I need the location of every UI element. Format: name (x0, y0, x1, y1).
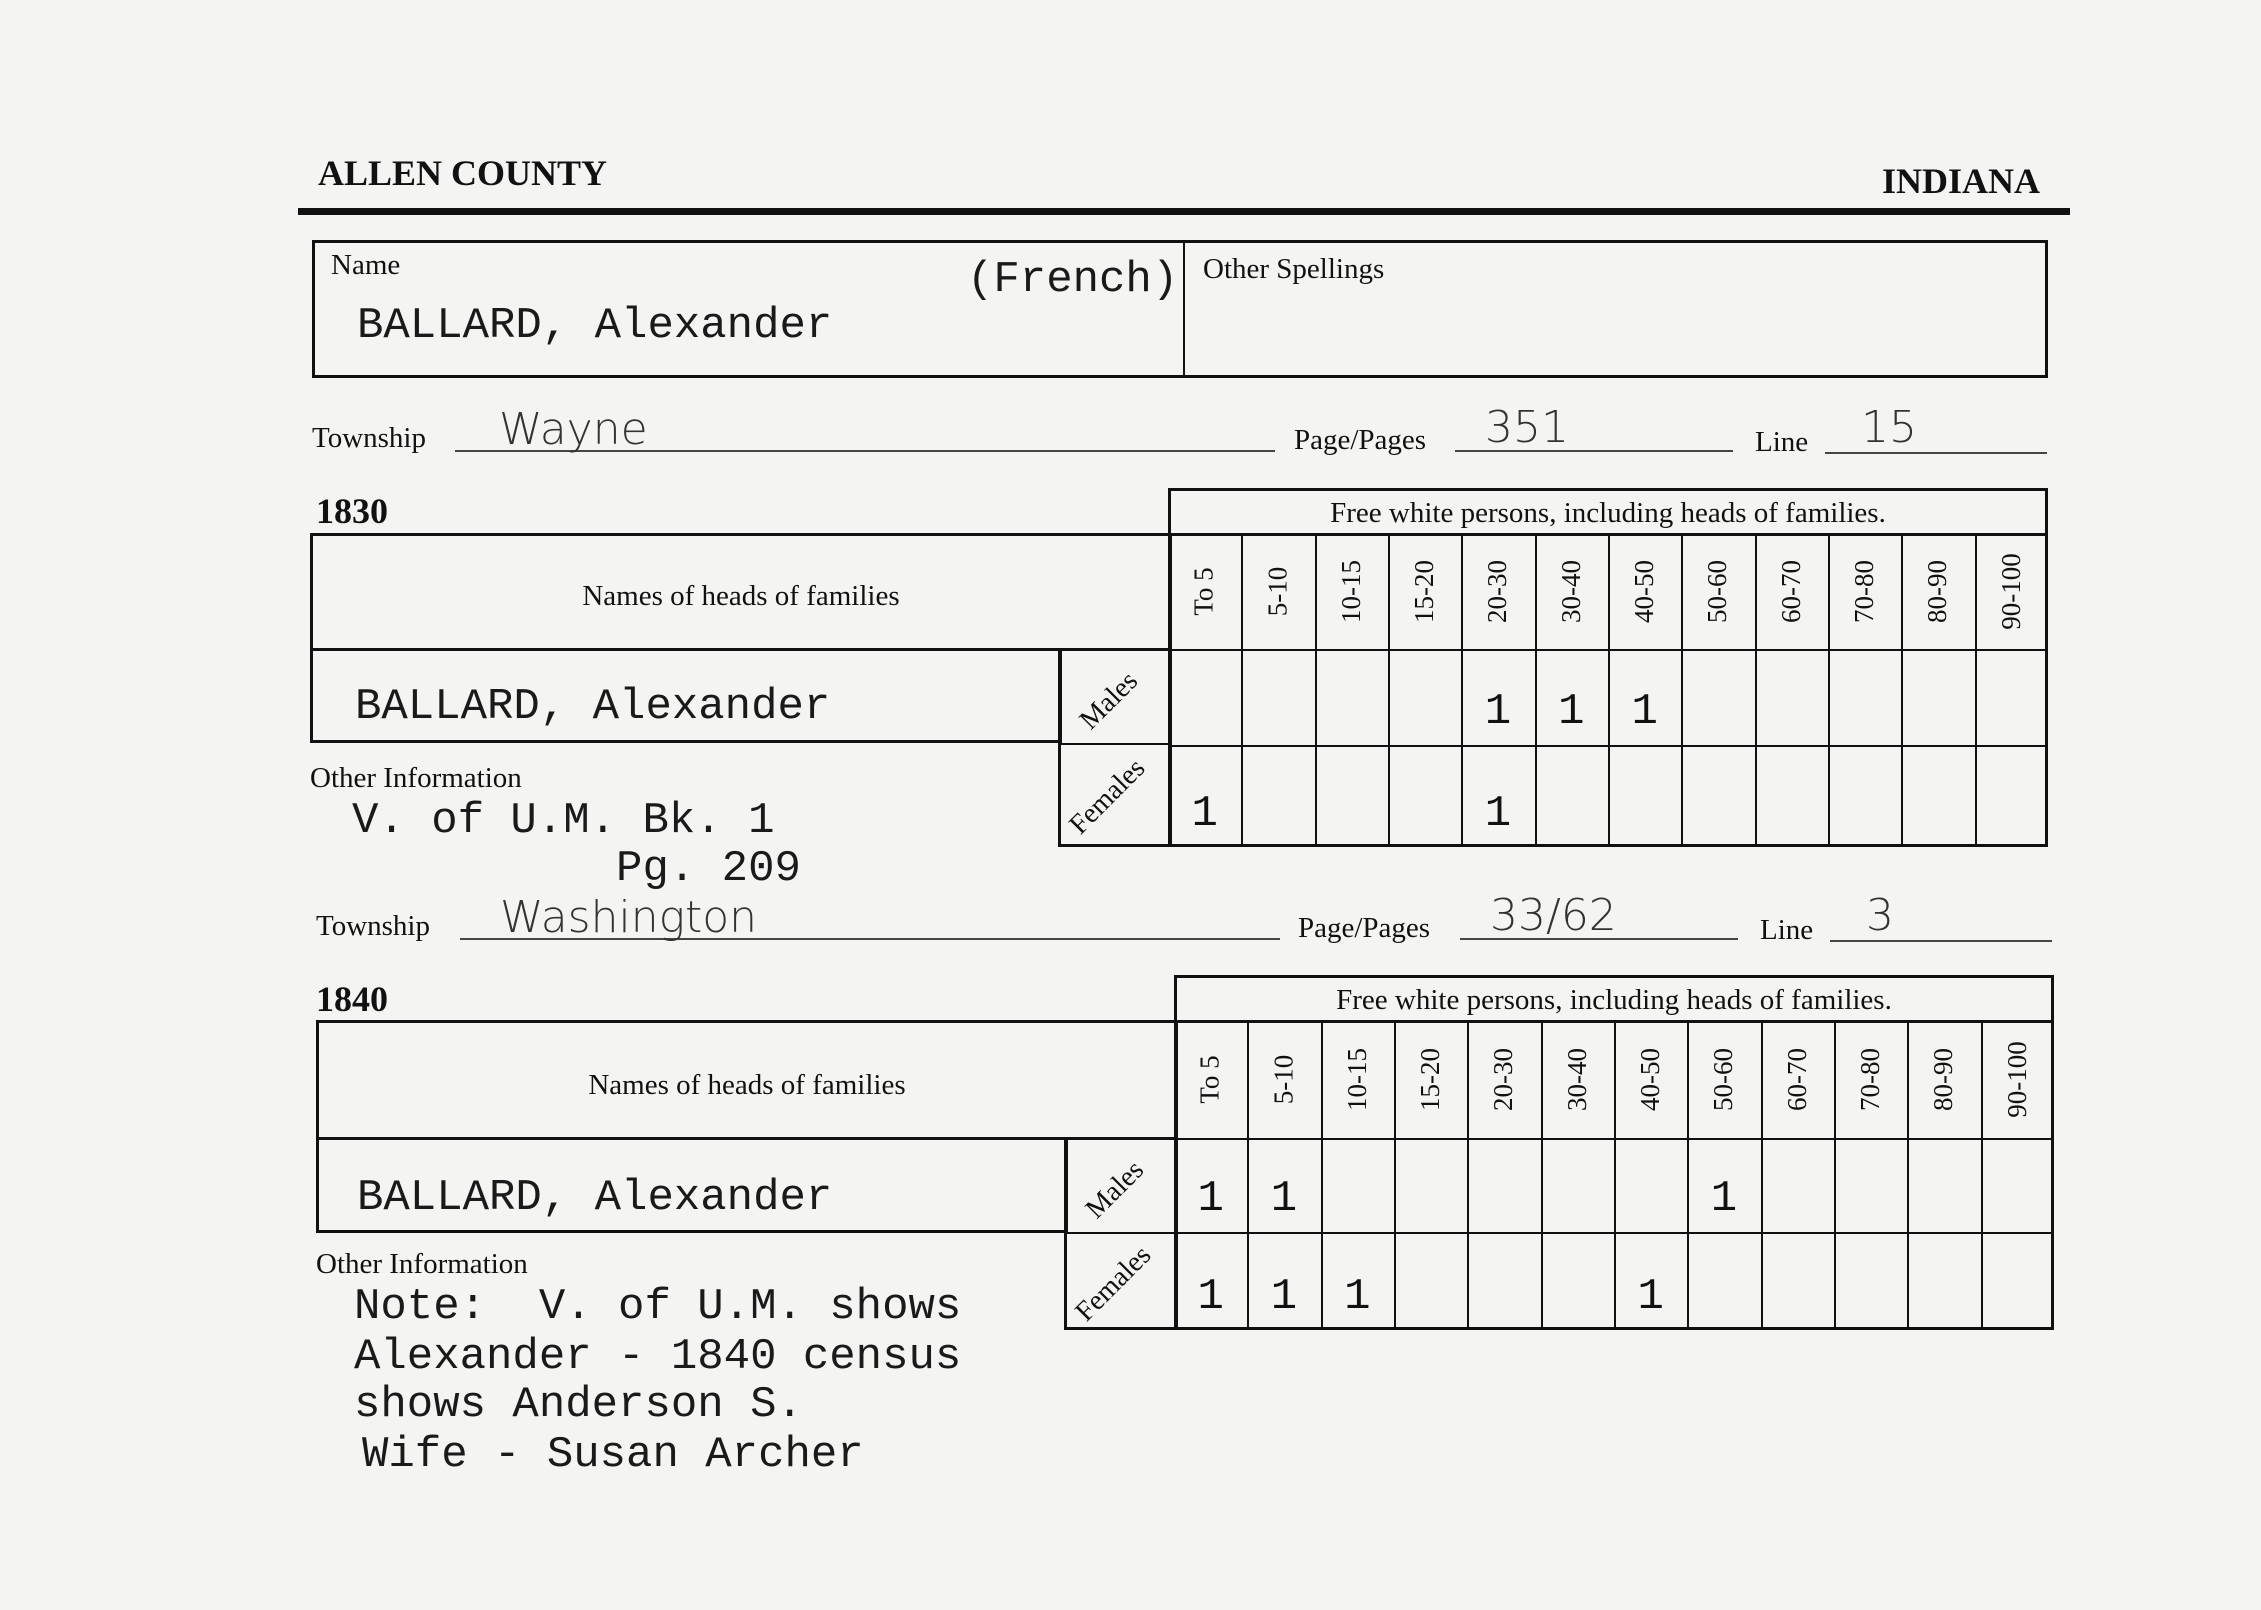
male-count: 1 (1197, 1174, 1224, 1224)
line-line-1840 (1830, 890, 2052, 942)
age-column-header: 50-60 (1702, 559, 1733, 623)
age-row-divider (1174, 1138, 2054, 1140)
line-value-1840: 3 (1866, 890, 1894, 941)
age-column-header: To 5 (1195, 1054, 1226, 1104)
township-value-1830: Wayne (499, 404, 648, 455)
age-column-header: 50-60 (1708, 1047, 1739, 1111)
age-column-header: 20-30 (1488, 1047, 1519, 1111)
other-info-line4-1840: Wife - Susan Archer (362, 1430, 864, 1480)
age-column-header: 5-10 (1268, 1054, 1299, 1104)
male-count: 1 (1558, 687, 1585, 737)
free-white-header-1830 (1168, 488, 2048, 536)
head-name-cell-1830 (310, 648, 1062, 743)
year-1840: 1840 (316, 979, 388, 1019)
page-value-1840: 33/62 (1490, 890, 1617, 941)
age-column-header: 40-50 (1629, 559, 1660, 623)
other-info-line1-1830: V. of U.M. Bk. 1 (352, 796, 775, 846)
female-count: 1 (1637, 1272, 1664, 1322)
age-column-header: 30-40 (1555, 559, 1586, 623)
page-label-1830: Page/Pages (1294, 424, 1427, 456)
age-column-header: 40-50 (1635, 1047, 1666, 1111)
age-column-header: 60-70 (1781, 1047, 1812, 1111)
page-value-1830: 351 (1485, 402, 1569, 453)
males-label-1830: Males (1073, 665, 1145, 736)
township-line-1840 (460, 892, 1280, 943)
name-divider (1183, 243, 1185, 375)
age-row-divider (1168, 649, 2048, 651)
age-column-header: 15-20 (1409, 559, 1440, 623)
township-value-1840: Washington (500, 892, 758, 943)
line-label-1830: Line (1755, 426, 1809, 458)
page-line-1830 (1455, 402, 1733, 453)
line-label-1840: Line (1760, 914, 1814, 946)
names-heads-label-1840: Names of heads of families (588, 1069, 906, 1101)
year-1830: 1830 (316, 491, 388, 531)
other-info-label-1830: Other Information (310, 762, 522, 794)
age-column-header: 70-80 (1855, 1047, 1886, 1111)
age-column-header: 80-90 (1922, 559, 1953, 623)
name-label: Name (331, 249, 401, 281)
page-label-1840: Page/Pages (1298, 912, 1431, 944)
female-count: 1 (1344, 1272, 1371, 1322)
age-column-header: To 5 (1189, 566, 1220, 616)
age-column-header: 80-90 (1928, 1047, 1959, 1111)
page-line-1840 (1460, 890, 1738, 941)
age-column-header: 5-10 (1262, 566, 1293, 616)
township-label-1840: Township (316, 910, 430, 942)
name-value: BALLARD, Alexander (357, 301, 833, 351)
name-box (312, 240, 2048, 378)
age-column-header: 10-15 (1335, 559, 1366, 623)
age-row-divider (1168, 745, 2048, 747)
other-info-line1-1840: Note: V. of U.M. shows (354, 1282, 962, 1332)
other-info-label-1840: Other Information (316, 1248, 528, 1280)
header-rule (298, 208, 2070, 215)
female-count: 1 (1197, 1272, 1224, 1322)
names-heads-label-1830: Names of heads of families (582, 580, 900, 612)
head-name-cell-1840 (316, 1137, 1068, 1233)
state-heading: INDIANA (1882, 161, 2041, 201)
head-name-1840: BALLARD, Alexander (357, 1173, 833, 1223)
free-white-header-1840 (1174, 975, 2054, 1023)
male-count: 1 (1484, 687, 1512, 737)
free-white-label-1840: Free white persons, including heads of families. (1336, 984, 1892, 1016)
sex-label-column-1830 (1058, 648, 1172, 847)
age-column-header: 90-100 (2001, 1040, 2032, 1118)
other-info-line2-1840: Alexander - 1840 census (354, 1332, 962, 1382)
age-row-divider (1174, 1232, 2054, 1234)
sex-label-column-1840 (1064, 1137, 1178, 1330)
age-column-header: 10-15 (1341, 1047, 1372, 1111)
female-count: 1 (1191, 789, 1218, 839)
line-value-1830: 15 (1861, 402, 1917, 453)
females-label-1840: Females (1069, 1239, 1158, 1328)
free-white-label-1830: Free white persons, including heads of families. (1330, 497, 1886, 529)
male-count: 1 (1710, 1174, 1738, 1224)
other-spellings-label: Other Spellings (1203, 253, 1385, 285)
line-line-1830 (1825, 402, 2047, 454)
male-count: 1 (1270, 1174, 1298, 1224)
township-line-1830 (455, 404, 1275, 455)
names-heads-header-1830 (310, 533, 1172, 651)
female-count: 1 (1484, 789, 1512, 839)
age-column-header: 70-80 (1849, 559, 1880, 623)
age-column-header: 20-30 (1482, 559, 1513, 623)
nationality-value: (French) (967, 255, 1179, 305)
names-heads-header-1840 (316, 1020, 1178, 1140)
head-name-1830: BALLARD, Alexander (355, 682, 831, 732)
county-heading: ALLEN COUNTY (318, 153, 608, 193)
male-count: 1 (1631, 687, 1658, 737)
age-column-header: 90-100 (1995, 552, 2026, 630)
female-count: 1 (1270, 1272, 1298, 1322)
township-label-1830: Township (312, 422, 426, 454)
other-info-line2-1830: Pg. 209 (352, 844, 801, 894)
age-column-header: 30-40 (1561, 1047, 1592, 1111)
males-label-1840: Males (1079, 1154, 1151, 1225)
age-column-header: 60-70 (1775, 559, 1806, 623)
other-info-line3-1840: shows Anderson S. (354, 1380, 803, 1430)
females-label-1830: Females (1063, 752, 1152, 841)
age-column-header: 15-20 (1415, 1047, 1446, 1111)
